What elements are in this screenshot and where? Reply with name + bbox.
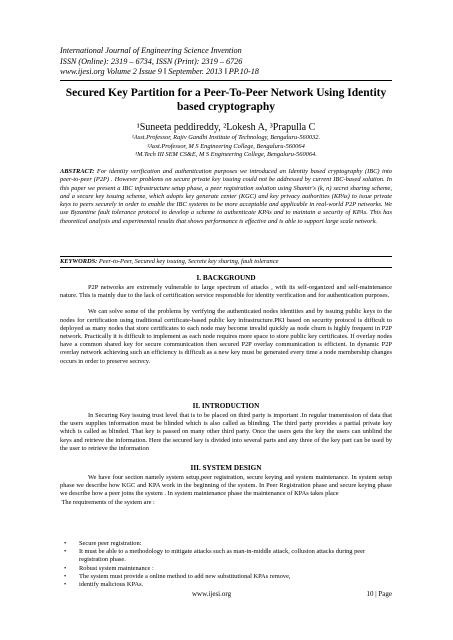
bullet-icon: • bbox=[64, 548, 67, 556]
journal-issn: ISSN (Online): 2319 – 6734, ISSN (Print): 2319 – 6726 bbox=[60, 56, 243, 66]
list-item: • Secure peer registration: bbox=[64, 540, 142, 547]
introduction-paragraph-1: In Securing Key issuing trust level that is to be placed on third party is important .In regular transmission of data that the users supplies information must be blinded which is also called as blinding. The third party provides a partial private key which is called as blinded. That key is passed on many other third party. Once the users gets the key the users can unblind the keys and retrieve the information. Here the secured key is divided into several parts and any three of the key part can be used by the user to retrieve the information bbox=[60, 412, 392, 452]
bullet-icon: • bbox=[64, 581, 67, 589]
abstract-text: For identity verification and authentication purposes we introduced an Identity based cryptography (IBC) into peer-to-peer (P2P) . However problems on secure private key issuing could not be addressed by current IBC-based solution. In this paper we present a IBC infrastructure setup phase, a peer registration solution using Shamir's (k, n) secret sharing scheme, and a secure key issuing scheme, which adopts key generate center (KGC) and key privacy authorities (KPAs) to issue private keys to peers securely in order to enable the IBC systems to be more acceptable and applicable in real-world P2P networks. We use Byzantine fault tolerance protocol to develop a scheme to authenticate KPAs and to maintain a security of KPAs. This has theoretical analysis and experimental results that shows performance is effective and is able to support large scale network. bbox=[60, 168, 392, 225]
system-design-paragraph-1: We have four section namely system setup,peer registration, secure keying and system maintenance. In system setup phase we describe how KGC and KPA work in the beginning of the system. In Peer Registration phase and secure keying phase we describe how a peer joins the system . In system maintenance phase the maintenance of KPAs takes place bbox=[60, 474, 392, 498]
list-item: • It must be able to a methodology to mitigate attacks such as man-in-middle attack, collusion attacks during peer registration phase. bbox=[64, 548, 366, 564]
journal-header bbox=[60, 46, 400, 78]
abstract-label: ABSTRACT: bbox=[60, 168, 95, 175]
background-body bbox=[60, 284, 392, 366]
paper-title: Secured Key Partition for a Peer-To-Peer Network Using Identity based cryptography bbox=[65, 87, 387, 113]
keywords-text: Peer-to-Peer, Secured key issuing, Secrete key sharing, fault tolerance bbox=[97, 258, 279, 265]
bullet-icon: • bbox=[64, 564, 67, 572]
keywords-label: KEYWORDS: bbox=[60, 258, 98, 265]
journal-volume: www.ijesi.org Volume 2 Issue 9 ǁ September. 2013 ǁ PP.10-18 bbox=[60, 67, 259, 76]
page-number: 10 | Page bbox=[366, 590, 392, 598]
keywords-rule-bottom bbox=[60, 267, 392, 268]
list-item: • The system must provide a online method to add new substitutional KPAs remove, bbox=[64, 572, 291, 580]
introduction-body bbox=[60, 412, 392, 453]
list-item: • Robust system maintenance : bbox=[64, 564, 154, 572]
abstract bbox=[60, 168, 392, 226]
list-item: • identify malicious KPAs. bbox=[64, 581, 144, 589]
bullet-icon: • bbox=[64, 572, 67, 580]
section-heading-introduction: II. INTRODUCTION bbox=[192, 402, 260, 410]
journal-name: International Journal of Engineering Science Invention bbox=[60, 46, 242, 55]
footer-url[interactable]: www.ijesi.org bbox=[192, 590, 232, 598]
section-heading-background: I. BACKGROUND bbox=[196, 274, 256, 282]
bullet-icon: • bbox=[64, 540, 67, 547]
paper-authors: ¹Suneeta peddireddy, ²Lokesh A, ³Prapulla C bbox=[136, 122, 316, 133]
system-design-body bbox=[60, 474, 392, 507]
header-rule bbox=[60, 80, 392, 81]
affiliation-3: ³M.Tech III SEM CS&E, M S Engineering College, Bengaluru-560064. bbox=[135, 151, 317, 159]
requirements-list bbox=[60, 540, 392, 589]
background-paragraph-2: We can solve some of the problems by verifying the authenticated nodes identities and by issuing public keys to the nodes for certification using traditional certificate-based public key infrastructure.PKI based on security protocol is difficult to deployed as many nodes that store certificates to each node may become invalid quickly as node churn is highly frequent in P2P network. Practically it is difficult to implement as each node requires more space to store public key certificates. If overlay nodes have a common shared key for secure communication then secured P2P overlay communication is efficient. In dynamic P2P overlay network achieving such an efficiency is difficult as a new key must be generated every time a node membership changes occurs in order to preserve secrecy. bbox=[60, 308, 392, 365]
author-affiliations bbox=[60, 134, 392, 160]
requirements-intro: The requirements of the system are : bbox=[60, 498, 155, 506]
section-heading-system-design: III. SYSTEM DESIGN bbox=[190, 464, 262, 472]
keywords-rule-top bbox=[60, 256, 392, 257]
keywords bbox=[60, 258, 392, 266]
affiliation-2: ²Asst.Professor, M S Engineering College, Bengaluru-560064 bbox=[147, 142, 305, 150]
background-paragraph-1: P2P networks are extremely vulnerable to large spectrum of attacks , with its self-organized and self-maintenance nature. This is mainly due to the lack of certification service responsible for identity verification and for authentication purposes. bbox=[60, 284, 392, 300]
affiliation-1: ¹Asst.Professor, Rajiv Gandhi Institute of Technology, Bengaluru-560032. bbox=[131, 134, 321, 141]
